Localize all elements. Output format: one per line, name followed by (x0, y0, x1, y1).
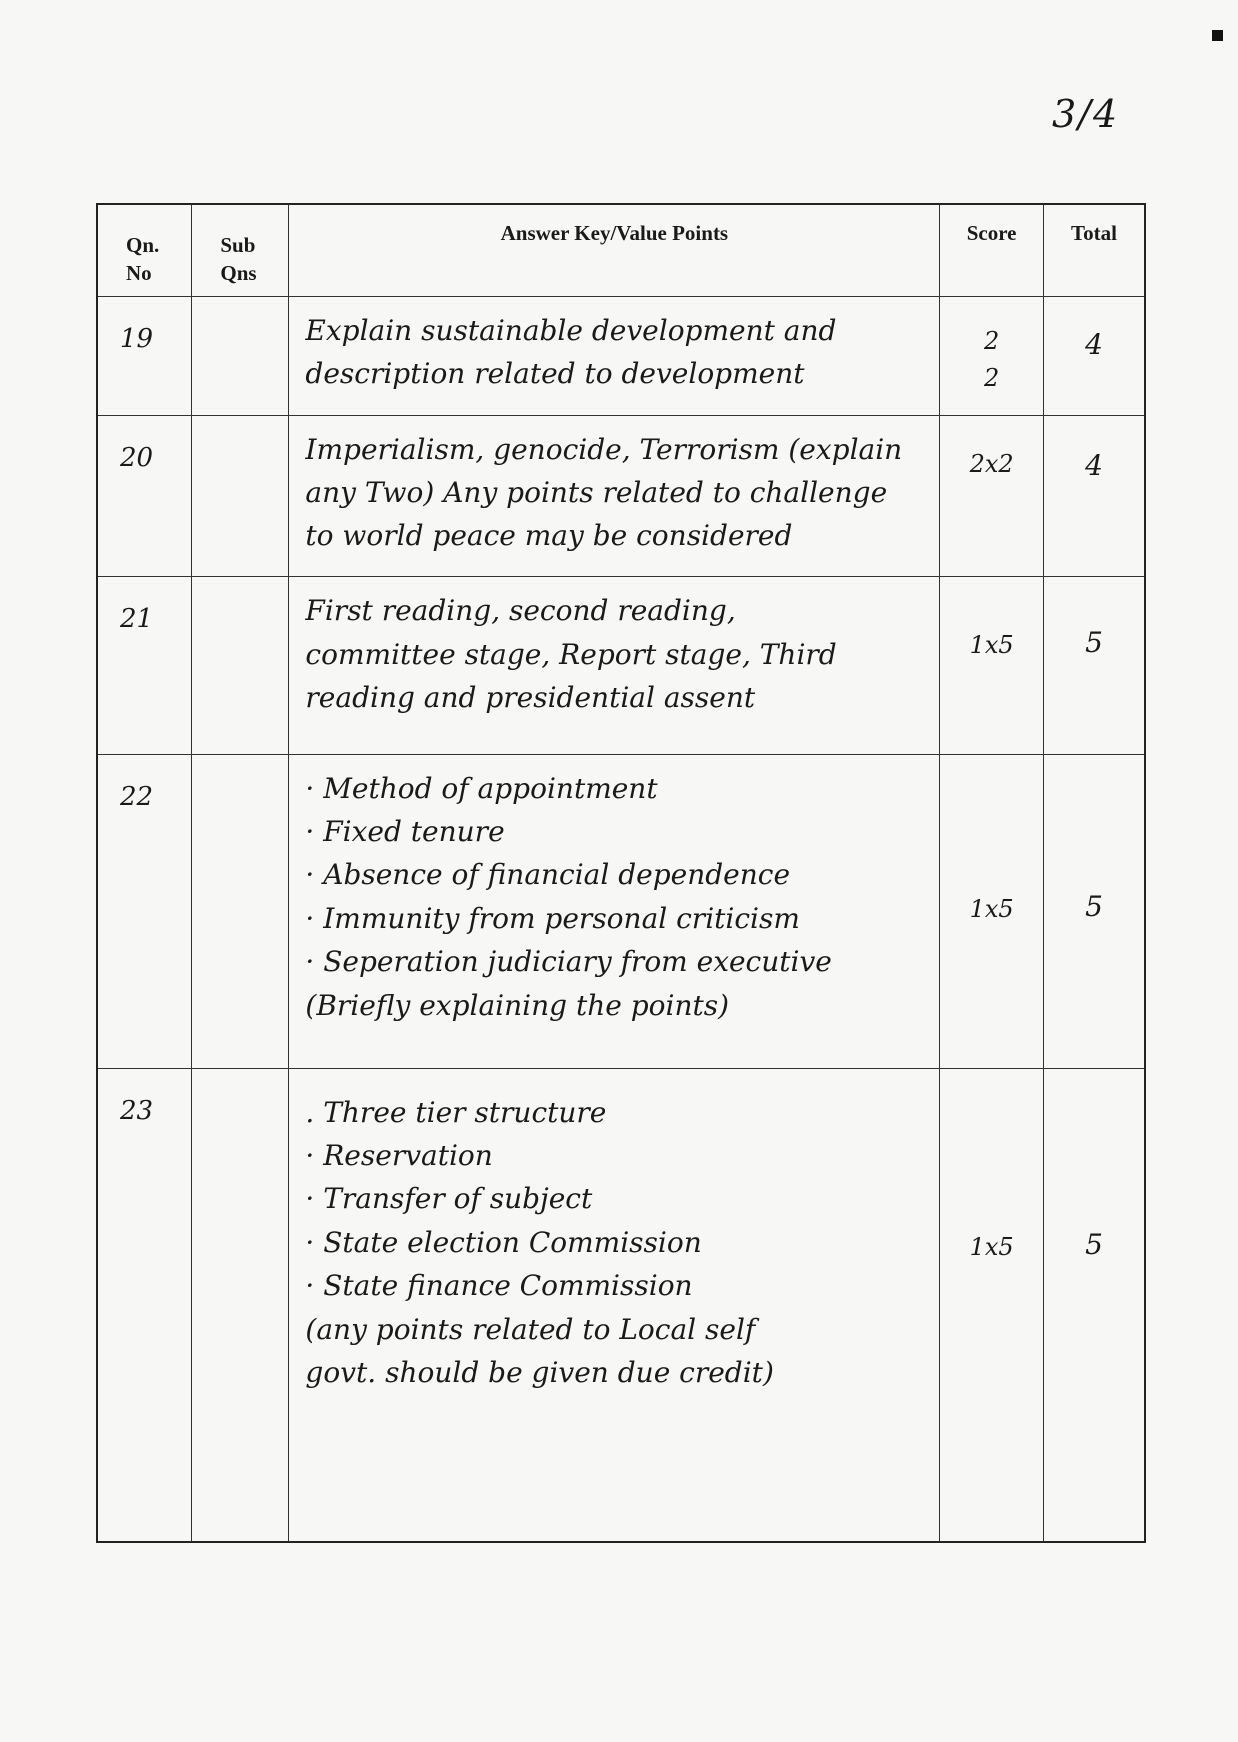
table-row (97, 415, 1145, 577)
table-header-row (97, 204, 1145, 296)
table-row (97, 1068, 1145, 1542)
answer-line: · Immunity from personal criticism (305, 901, 800, 935)
sub-question (192, 415, 289, 577)
answer-line: · Seperation judiciary from executive (305, 945, 832, 979)
answer-line: · State finance Commission (305, 1269, 693, 1303)
answer-line: committee stage, Report stage, Third (305, 637, 837, 671)
score (940, 754, 1044, 1068)
answer-line: · Reservation (305, 1139, 493, 1173)
answer-line: · State election Commission (305, 1225, 702, 1259)
answer-line: · Transfer of subject (305, 1182, 593, 1216)
answer-points (289, 577, 940, 754)
header-score: Score (940, 204, 1044, 296)
header-total: Total (1043, 204, 1145, 296)
score-value: 1x5 (969, 894, 1014, 923)
sub-question (192, 754, 289, 1068)
score (940, 577, 1044, 754)
question-number: 19 (97, 296, 192, 415)
question-number: 20 (97, 415, 192, 577)
answer-key-table (96, 203, 1146, 1543)
sub-question (192, 1068, 289, 1542)
answer-line: Explain sustainable development and (305, 313, 837, 347)
answer-line: reading and presidential assent (305, 681, 756, 715)
question-number: 21 (97, 577, 192, 754)
table-row (97, 754, 1145, 1068)
question-number: 22 (97, 754, 192, 1068)
table-row (97, 577, 1145, 754)
score-value: 1x5 (969, 1232, 1014, 1261)
answer-line: . Three tier structure (305, 1095, 607, 1129)
page-number: 3/4 (1052, 92, 1120, 136)
answer-line: First reading, second reading, (305, 594, 736, 628)
score-value: 2 (983, 363, 1000, 392)
answer-line: (Briefly explaining the points) (305, 988, 730, 1022)
header-qn-no: Qn. No (97, 204, 192, 296)
score-value: 2x2 (969, 449, 1014, 478)
header-answer-key: Answer Key/Value Points (289, 204, 940, 296)
answer-points (289, 296, 940, 415)
answer-line: to world peace may be considered (305, 519, 793, 553)
question-number: 23 (97, 1068, 192, 1542)
answer-line: (any points related to Local self (305, 1312, 756, 1346)
total: 4 (1043, 296, 1145, 415)
score-value: 1x5 (969, 631, 1014, 660)
answer-line: · Method of appointment (305, 771, 658, 805)
answer-line: · Fixed tenure (305, 814, 505, 848)
score-value: 2 (983, 326, 1000, 355)
score (940, 415, 1044, 577)
sub-question (192, 577, 289, 754)
answer-line: Imperialism, genocide, Terrorism (explain (305, 432, 903, 466)
answer-line: any Two) Any points related to challenge (305, 475, 888, 509)
answer-points (289, 754, 940, 1068)
answer-line: govt. should be given due credit) (305, 1356, 774, 1390)
total: 4 (1043, 415, 1145, 577)
sub-question (192, 296, 289, 415)
score (940, 1068, 1044, 1542)
answer-line: · Absence of financial dependence (305, 858, 791, 892)
total: 5 (1043, 1068, 1145, 1542)
header-sub-qns: Sub Qns (192, 204, 289, 296)
answer-line: description related to development (305, 357, 805, 391)
answer-points (289, 1068, 940, 1542)
score (940, 296, 1044, 415)
table-row (97, 296, 1145, 415)
answer-points (289, 415, 940, 577)
total: 5 (1043, 754, 1145, 1068)
total: 5 (1043, 577, 1145, 754)
scan-corner-mark (1212, 30, 1223, 41)
